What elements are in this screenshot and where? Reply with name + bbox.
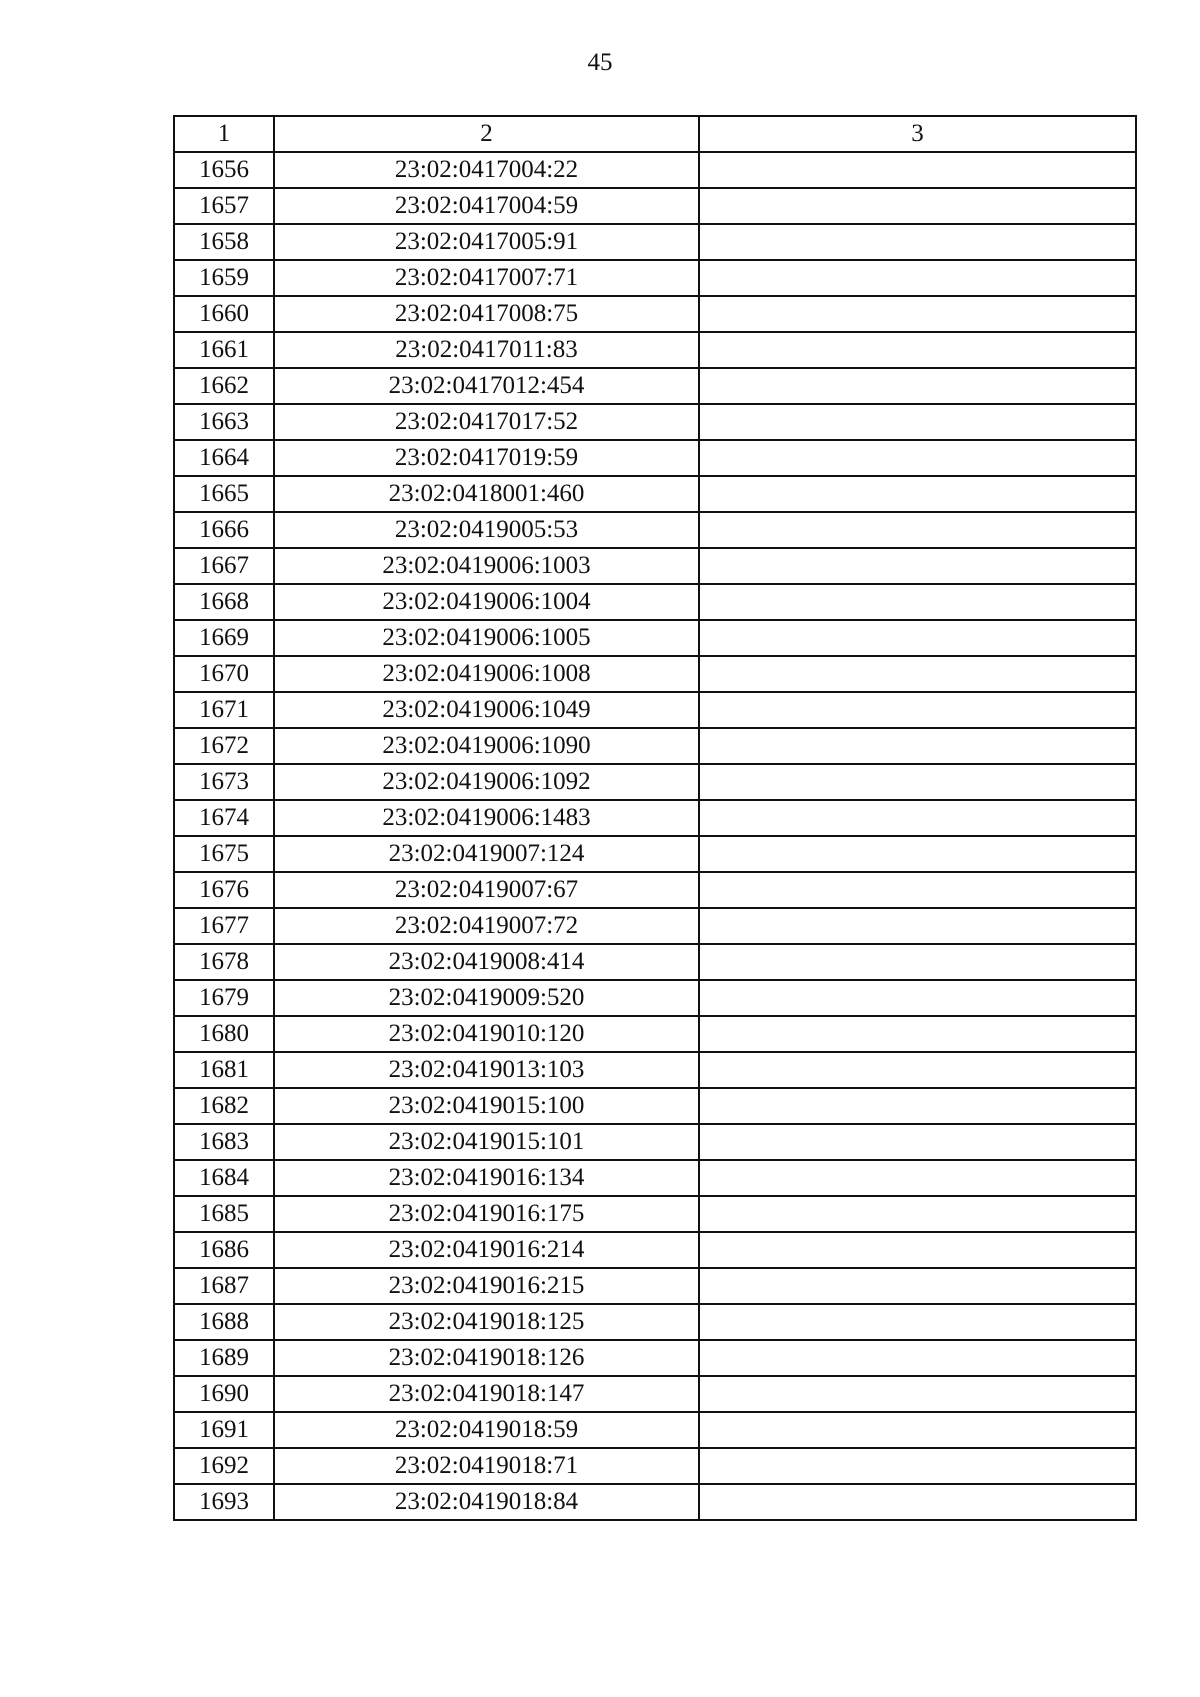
column-3-cell xyxy=(699,1304,1136,1340)
column-3-cell xyxy=(699,800,1136,836)
column-3-cell xyxy=(699,872,1136,908)
table-row xyxy=(174,152,1136,188)
column-3-cell xyxy=(699,944,1136,980)
row-number-cell: 1668 xyxy=(174,584,274,620)
column-3-cell xyxy=(699,188,1136,224)
cadastral-number-cell: 23:02:0419018:71 xyxy=(274,1448,699,1484)
table-row xyxy=(174,728,1136,764)
table-row xyxy=(174,1484,1136,1520)
cadastral-number-cell: 23:02:0417004:22 xyxy=(274,152,699,188)
column-3-cell xyxy=(699,620,1136,656)
table-row xyxy=(174,944,1136,980)
table-header-row xyxy=(174,116,1136,152)
cadastral-number-cell: 23:02:0419006:1008 xyxy=(274,656,699,692)
table-row xyxy=(174,800,1136,836)
table-row xyxy=(174,1376,1136,1412)
table-row xyxy=(174,476,1136,512)
row-number-cell: 1679 xyxy=(174,980,274,1016)
column-3-cell xyxy=(699,836,1136,872)
column-3-cell xyxy=(699,440,1136,476)
column-3-cell xyxy=(699,404,1136,440)
page-number: 45 xyxy=(587,49,613,76)
row-number-cell: 1660 xyxy=(174,296,274,332)
table-row xyxy=(174,188,1136,224)
table-row xyxy=(174,224,1136,260)
cadastral-number-cell: 23:02:0419007:67 xyxy=(274,872,699,908)
cadastral-number-cell: 23:02:0419016:175 xyxy=(274,1196,699,1232)
row-number-cell: 1666 xyxy=(174,512,274,548)
column-header-2: 2 xyxy=(274,116,699,152)
table-row xyxy=(174,1016,1136,1052)
table-row xyxy=(174,368,1136,404)
column-3-cell xyxy=(699,584,1136,620)
row-number-cell: 1693 xyxy=(174,1484,274,1520)
column-3-cell xyxy=(699,1484,1136,1520)
table-row xyxy=(174,332,1136,368)
row-number-cell: 1680 xyxy=(174,1016,274,1052)
table-row xyxy=(174,260,1136,296)
cadastral-number-cell: 23:02:0419006:1005 xyxy=(274,620,699,656)
table-row xyxy=(174,1232,1136,1268)
row-number-cell: 1667 xyxy=(174,548,274,584)
cadastral-number-cell: 23:02:0417011:83 xyxy=(274,332,699,368)
row-number-cell: 1678 xyxy=(174,944,274,980)
column-3-cell xyxy=(699,1196,1136,1232)
row-number-cell: 1688 xyxy=(174,1304,274,1340)
cadastral-number-cell: 23:02:0419013:103 xyxy=(274,1052,699,1088)
cadastral-number-cell: 23:02:0419018:59 xyxy=(274,1412,699,1448)
table-row xyxy=(174,908,1136,944)
cadastral-number-cell: 23:02:0419006:1090 xyxy=(274,728,699,764)
cadastral-number-cell: 23:02:0419008:414 xyxy=(274,944,699,980)
cadastral-number-cell: 23:02:0419015:101 xyxy=(274,1124,699,1160)
row-number-cell: 1656 xyxy=(174,152,274,188)
table-row xyxy=(174,872,1136,908)
row-number-cell: 1676 xyxy=(174,872,274,908)
cadastral-number-cell: 23:02:0419015:100 xyxy=(274,1088,699,1124)
row-number-cell: 1691 xyxy=(174,1412,274,1448)
column-3-cell xyxy=(699,908,1136,944)
table-row xyxy=(174,620,1136,656)
cadastral-number-cell: 23:02:0419006:1003 xyxy=(274,548,699,584)
row-number-cell: 1692 xyxy=(174,1448,274,1484)
cadastral-number-cell: 23:02:0419010:120 xyxy=(274,1016,699,1052)
row-number-cell: 1673 xyxy=(174,764,274,800)
row-number-cell: 1659 xyxy=(174,260,274,296)
row-number-cell: 1675 xyxy=(174,836,274,872)
row-number-cell: 1685 xyxy=(174,1196,274,1232)
column-3-cell xyxy=(699,1232,1136,1268)
column-3-cell xyxy=(699,692,1136,728)
row-number-cell: 1658 xyxy=(174,224,274,260)
cadastral-number-cell: 23:02:0419018:126 xyxy=(274,1340,699,1376)
row-number-cell: 1686 xyxy=(174,1232,274,1268)
cadastral-number-cell: 23:02:0417004:59 xyxy=(274,188,699,224)
column-3-cell xyxy=(699,224,1136,260)
cadastral-number-cell: 23:02:0419006:1092 xyxy=(274,764,699,800)
cadastral-number-cell: 23:02:0419018:147 xyxy=(274,1376,699,1412)
table-row xyxy=(174,404,1136,440)
column-3-cell xyxy=(699,1016,1136,1052)
table-row xyxy=(174,1196,1136,1232)
row-number-cell: 1674 xyxy=(174,800,274,836)
table-row xyxy=(174,1412,1136,1448)
table-row xyxy=(174,1340,1136,1376)
cadastral-number-cell: 23:02:0419016:134 xyxy=(274,1160,699,1196)
row-number-cell: 1661 xyxy=(174,332,274,368)
row-number-cell: 1669 xyxy=(174,620,274,656)
column-header-1: 1 xyxy=(174,116,274,152)
cadastral-number-cell: 23:02:0417008:75 xyxy=(274,296,699,332)
column-3-cell xyxy=(699,1448,1136,1484)
column-3-cell xyxy=(699,296,1136,332)
cadastral-number-cell: 23:02:0419006:1483 xyxy=(274,800,699,836)
column-3-cell xyxy=(699,980,1136,1016)
column-3-cell xyxy=(699,1376,1136,1412)
row-number-cell: 1690 xyxy=(174,1376,274,1412)
table-row xyxy=(174,296,1136,332)
column-3-cell xyxy=(699,152,1136,188)
table-row xyxy=(174,1124,1136,1160)
row-number-cell: 1681 xyxy=(174,1052,274,1088)
cadastral-number-cell: 23:02:0417005:91 xyxy=(274,224,699,260)
row-number-cell: 1657 xyxy=(174,188,274,224)
cadastral-number-cell: 23:02:0419005:53 xyxy=(274,512,699,548)
row-number-cell: 1682 xyxy=(174,1088,274,1124)
cadastral-number-cell: 23:02:0419016:214 xyxy=(274,1232,699,1268)
column-3-cell xyxy=(699,1340,1136,1376)
table-row xyxy=(174,512,1136,548)
cadastral-number-cell: 23:02:0419006:1004 xyxy=(274,584,699,620)
row-number-cell: 1687 xyxy=(174,1268,274,1304)
table-row xyxy=(174,656,1136,692)
table-row xyxy=(174,1088,1136,1124)
column-3-cell xyxy=(699,332,1136,368)
column-3-cell xyxy=(699,548,1136,584)
column-3-cell xyxy=(699,1268,1136,1304)
column-3-cell xyxy=(699,1088,1136,1124)
table-row xyxy=(174,692,1136,728)
cadastral-number-cell: 23:02:0419007:124 xyxy=(274,836,699,872)
table-row xyxy=(174,548,1136,584)
cadastral-number-cell: 23:02:0419009:520 xyxy=(274,980,699,1016)
table-row xyxy=(174,584,1136,620)
column-3-cell xyxy=(699,1160,1136,1196)
registry-table xyxy=(173,115,1137,1521)
column-3-cell xyxy=(699,1052,1136,1088)
table-row xyxy=(174,980,1136,1016)
cadastral-number-cell: 23:02:0419007:72 xyxy=(274,908,699,944)
row-number-cell: 1665 xyxy=(174,476,274,512)
column-3-cell xyxy=(699,764,1136,800)
column-3-cell xyxy=(699,728,1136,764)
table-row xyxy=(174,764,1136,800)
row-number-cell: 1672 xyxy=(174,728,274,764)
column-header-3: 3 xyxy=(699,116,1136,152)
table-row xyxy=(174,1304,1136,1340)
cadastral-number-cell: 23:02:0419018:84 xyxy=(274,1484,699,1520)
cadastral-number-cell: 23:02:0419018:125 xyxy=(274,1304,699,1340)
column-3-cell xyxy=(699,260,1136,296)
table-body xyxy=(174,152,1136,1520)
cadastral-number-cell: 23:02:0417007:71 xyxy=(274,260,699,296)
row-number-cell: 1662 xyxy=(174,368,274,404)
column-3-cell xyxy=(699,1124,1136,1160)
cadastral-number-cell: 23:02:0419006:1049 xyxy=(274,692,699,728)
row-number-cell: 1664 xyxy=(174,440,274,476)
row-number-cell: 1683 xyxy=(174,1124,274,1160)
column-3-cell xyxy=(699,1412,1136,1448)
column-3-cell xyxy=(699,656,1136,692)
column-3-cell xyxy=(699,368,1136,404)
column-3-cell xyxy=(699,512,1136,548)
table-row xyxy=(174,1052,1136,1088)
row-number-cell: 1670 xyxy=(174,656,274,692)
cadastral-number-cell: 23:02:0418001:460 xyxy=(274,476,699,512)
cadastral-number-cell: 23:02:0419016:215 xyxy=(274,1268,699,1304)
table-row xyxy=(174,836,1136,872)
row-number-cell: 1689 xyxy=(174,1340,274,1376)
cadastral-number-cell: 23:02:0417017:52 xyxy=(274,404,699,440)
table-row xyxy=(174,1160,1136,1196)
row-number-cell: 1671 xyxy=(174,692,274,728)
table-row xyxy=(174,1448,1136,1484)
row-number-cell: 1677 xyxy=(174,908,274,944)
row-number-cell: 1663 xyxy=(174,404,274,440)
column-3-cell xyxy=(699,476,1136,512)
table-row xyxy=(174,1268,1136,1304)
table-row xyxy=(174,440,1136,476)
row-number-cell: 1684 xyxy=(174,1160,274,1196)
cadastral-number-cell: 23:02:0417019:59 xyxy=(274,440,699,476)
cadastral-number-cell: 23:02:0417012:454 xyxy=(274,368,699,404)
